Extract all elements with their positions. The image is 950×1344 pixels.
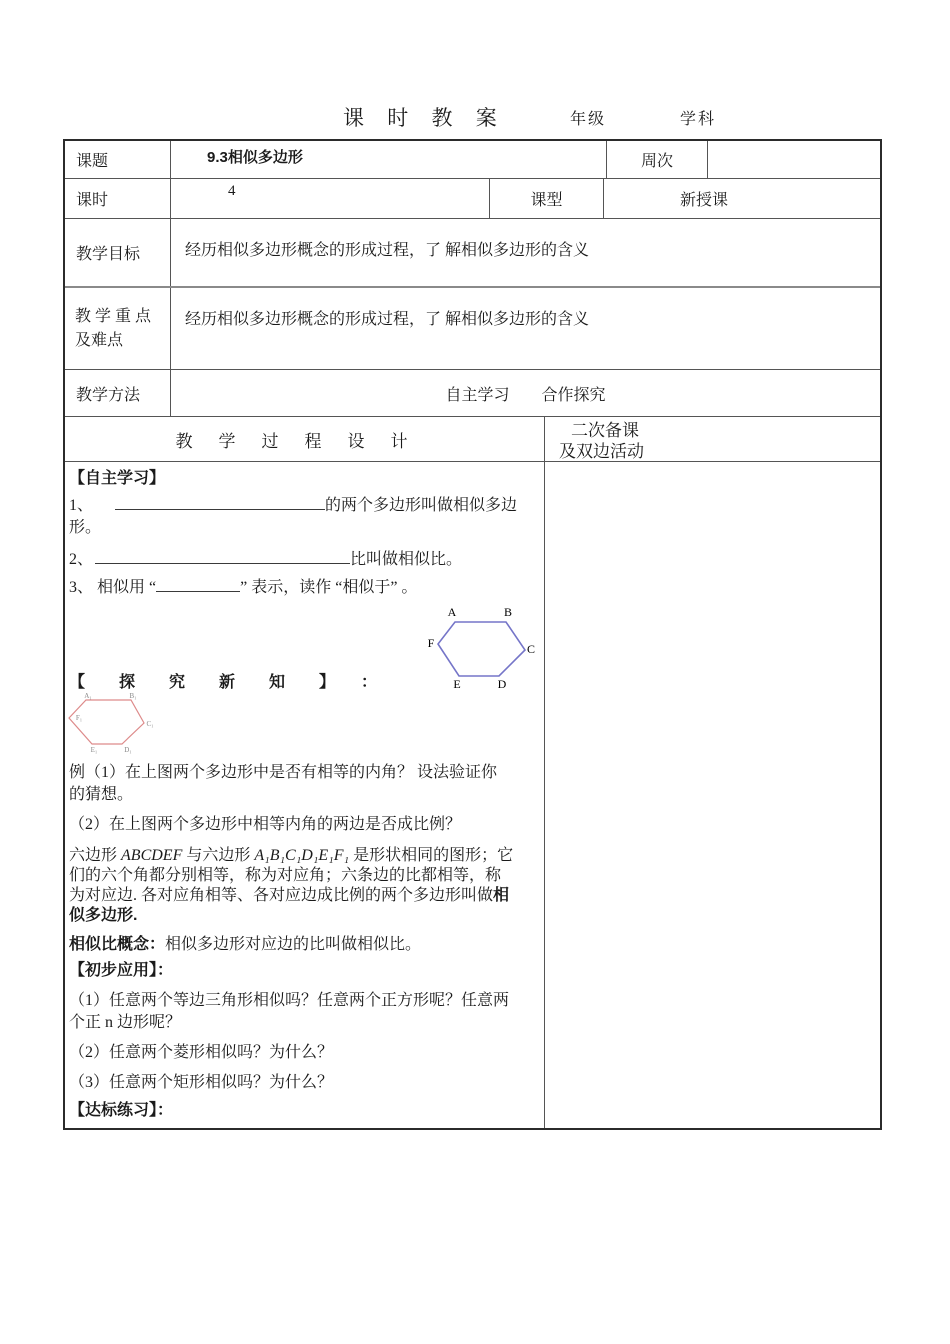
example2: （2）在上图两个多边形中相等内角的两边是否成比例？ [69,816,462,833]
item3-blank-line [156,574,240,592]
definition-paragraph [69,846,543,926]
self-study-header: 【自主学习】 [69,470,166,487]
item1-text: 的两个多边形叫做相似多边 [325,497,518,514]
question3: （3）任意两个矩形相似吗？为什么？ [69,1074,334,1091]
text-segment: 与六边形 [182,847,255,864]
fill-item-3 [69,574,417,599]
item3-text: ” 表示，读作 “相似于” 。 [240,579,418,596]
practice-header: 【达标练习】： [69,1102,174,1119]
text-segment: 六边形 [69,847,122,864]
item1-blank-line [115,492,325,510]
period-value: 4 [171,179,490,218]
focus-row [65,288,880,370]
definition-line4 [69,906,543,926]
explore-header: 【探究新知】： [69,674,412,691]
side-notes-line1: 二次备课 [571,421,639,440]
example1-line2: 的猜想。 [69,786,134,803]
item1-number: 1、 [69,497,94,514]
type-label: 课型 [490,179,604,218]
focus-label-line1: 教 学 重 点 [75,307,152,325]
definition-line1 [69,846,543,866]
lesson-plan-table [63,139,882,1130]
text-segment: ABCDEF [121,847,183,864]
hexagon-a1b1c1d1e1f1-outline [69,700,144,744]
method-row [65,370,880,417]
method-label: 教学方法 [65,370,171,416]
text-segment: 相似比概念： [69,936,166,953]
week-value [708,141,884,178]
text-segment: 相似多边形对应边的比叫做相似比。 [165,936,422,953]
vertex-label-c1: C₁ [146,720,154,728]
topic-value: 9.3相似多边形 [171,141,607,178]
ratio-concept [69,934,421,956]
focus-label [65,288,171,369]
period-row [65,179,880,219]
question1-line1: （1）任意两个等边三角形相似吗？任意两个正方形呢？任意两 [69,992,510,1009]
topic-label: 课题 [65,141,171,178]
process-header-row [65,417,880,462]
definition-line2 [69,866,543,886]
item2-blank-line [95,546,350,564]
week-label: 周次 [607,141,708,178]
side-notes-line2: 及双边活动 [559,442,644,461]
hexagon-abcdef-figure [420,600,542,692]
page-title: 课 时 教 案 [343,106,506,130]
type-value: 新授课 [680,192,729,209]
side-notes-header [545,417,880,461]
focus-label-line2: 及难点 [75,331,124,349]
content-row [65,462,880,1128]
vertex-label-c: C [526,642,536,656]
topic-row [65,141,880,179]
vertex-label-f: F [427,636,435,650]
text-segment: 是形状相同的图形；它 [349,847,514,864]
subject-label: 学科 [680,111,717,128]
vertex-label-d: D [497,677,507,691]
fill-item-1 [69,492,517,517]
hexagon-a1b1c1d1e1f1-figure [66,692,161,756]
question2: （2）任意两个菱形相似吗？为什么？ [69,1044,334,1061]
focus-text: 经历相似多边形概念的形成过程，了 解相似多边形的含义 [185,311,590,328]
objective-text: 经历相似多边形概念的形成过程，了 解相似多边形的含义 [185,242,590,259]
text-segment: 似多边形. [69,907,138,924]
vertex-label-d1: D₁ [124,746,132,754]
objective-row [65,219,880,288]
hexagon-abcdef-outline [438,622,525,676]
vertex-label-f1: F₁ [75,714,83,722]
vertex-label-b1: B₁ [129,692,137,700]
item2-text: 比叫做相似比。 [350,551,463,568]
text-segment: A₁B₁C₁D₁E₁F₁ [254,847,350,864]
question1-line2: 个正 n 边形呢？ [69,1014,182,1031]
objective-label: 教学目标 [65,219,171,286]
vertex-label-e1: E₁ [90,746,98,754]
fill-item-1-wrap: 形。 [69,519,102,536]
grade-label: 年级 [570,111,607,128]
definition-line3 [69,886,543,906]
vertex-label-b: B [503,605,513,619]
period-label: 课时 [65,179,171,218]
process-content [65,462,545,1128]
fill-item-2 [69,546,462,571]
vertex-label-e: E [453,677,461,691]
apply-header: 【初步应用】： [69,962,174,979]
text-segment: 为对应边. 各对应角相等、各对应边成比例的两个多边形叫做 [69,887,494,904]
method-text: 自主学习 合作探究 [445,386,606,404]
item2-number: 2、 [69,551,94,568]
process-header: 教学过程设计 [65,417,545,461]
text-segment: 们的六个角都分别相等，称为对应角；六条边的比都相等，称 [69,867,502,884]
vertex-label-a: A [447,605,457,619]
item3-number: 3、 相似用 “ [69,579,157,596]
text-segment: 相 [493,887,510,904]
side-notes-area [545,462,880,1128]
example1-line1: 例（1）在上图两个多边形中是否有相等的内角？ 设法验证你 [69,764,498,781]
vertex-label-a1: A₁ [84,692,92,700]
